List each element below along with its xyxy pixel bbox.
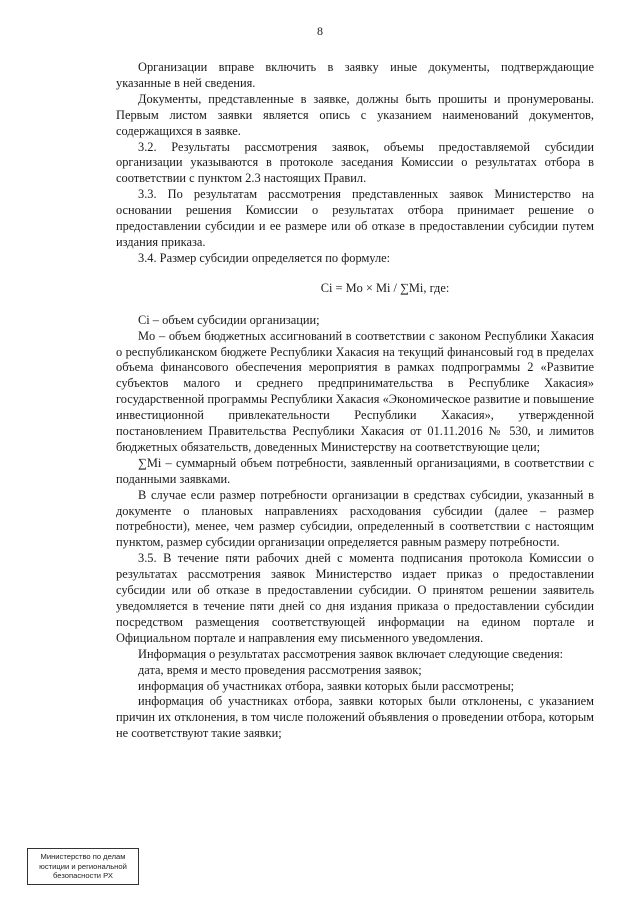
- stamp-line: Министерство по делам: [40, 852, 126, 861]
- definition: Mo – объем бюджетных ассигнований в соответствии с законом Республики Хакасия о республиканском бюджете Республики Хакасия на текущий финансовый год в пределах объема финансового обеспечения мероприятия в рамках подпрограммы 2 «Развитие субъектов малого и среднего предпринимательства в Республике Хакасия» государственной программы Республики Хакасия «Экономическое развитие и повышение инвестиционной привлекательности Республики Хакасия», утвержденной постановлением Правительства Республики Хакасия от 01.11.2016 № 530, и лимитов бюджетных обязательств, доведенных Министерству на соответствующие цели;: [116, 328, 594, 454]
- list-item: информация об участниках отбора, заявки которых были отклонены, с указанием причин их отклонения, в том числе положений объявления о проведении отбора, которым не соответствуют такие заявки;: [116, 694, 594, 741]
- stamp-line: безопасности РХ: [53, 871, 113, 880]
- list-item: информация об участниках отбора, заявки которых были рассмотрены;: [138, 678, 515, 693]
- paragraph: 3.3. По результатам рассмотрения представленных заявок Министерство на основании решения Комиссии о результатах отбора принимает решение о предоставлении субсидии и ее размере или об отказе в предоставлении субсидии путем издания приказа.: [116, 187, 594, 249]
- paragraph: 3.2. Результаты рассмотрения заявок, объемы предоставляемой субсидии организации указываются в протоколе заседания Комиссии о результатах отбора в соответствии с пунктом 2.3 настоящих Правил.: [116, 139, 594, 186]
- paragraph: В случае если размер потребности организации в средствах субсидии, указанный в документе о плановых направлениях расходования субсидии (далее – размер потребности), менее, чем размер субсидии, определенный в соответствии с настоящим пунктом, размер субсидии организации определяется равным размеру потребности.: [116, 487, 594, 550]
- paragraph: 3.4. Размер субсидии определяется по формуле:: [138, 250, 391, 265]
- paragraph: Документы, представленные в заявке, должны быть прошиты и пронумерованы. Первым листом заявки является опись с указанием наименований документов, содержащихся в заявке.: [116, 91, 594, 138]
- subsidy-formula: Ci = Mo × Mi / ∑Mi, где:: [320, 280, 450, 295]
- paragraph: Информация о результатах рассмотрения заявок включает следующие сведения:: [138, 646, 564, 661]
- page-number: 8: [317, 24, 323, 38]
- stamp-line: юстиции и региональной: [39, 861, 127, 871]
- list-item: дата, время и место проведения рассмотрения заявок;: [138, 662, 422, 677]
- document-body: [116, 60, 594, 742]
- definition: Ci – объем субсидии организации;: [138, 312, 320, 327]
- paragraph: Организации вправе включить в заявку иные документы, подтверждающие указанные в ней сведения.: [116, 60, 594, 90]
- ministry-stamp: [27, 848, 139, 885]
- definition: ∑Mi – суммарный объем потребности, заявленный организациями, в соответствии с поданными заявками.: [116, 455, 594, 486]
- paragraph: 3.5. В течение пяти рабочих дней с момента подписания протокола Комиссии о результатах рассмотрения заявок Министерство издает приказ о предоставлении субсидии или об отказе в предоставлении субсидии. О принятом решении заявитель уведомляется в течение пяти дней со дня издания приказа о предоставлении субсидии посредством размещения соответствующей информации на едином портале и Официальном портале и направления ему письменного уведомления.: [116, 551, 594, 645]
